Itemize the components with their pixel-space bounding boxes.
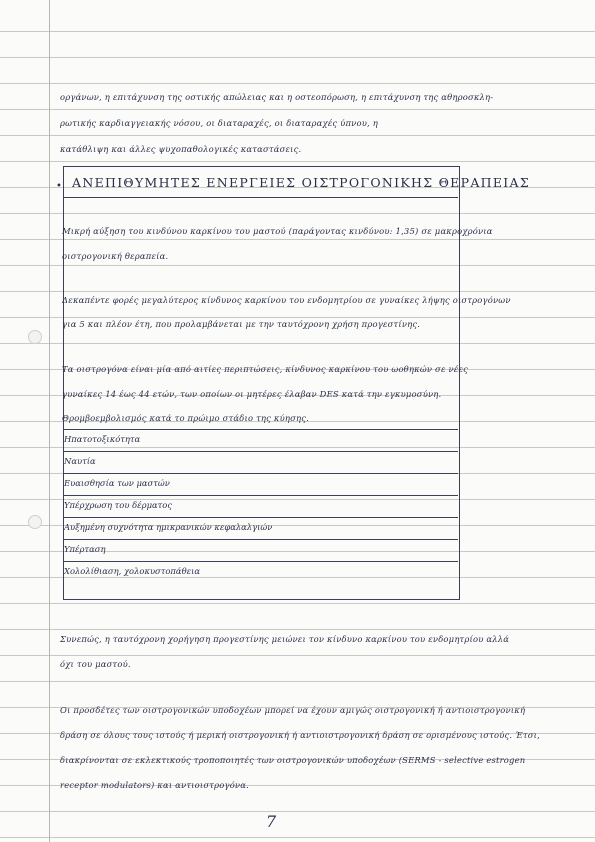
table-divider <box>63 517 458 518</box>
table-divider <box>63 561 458 562</box>
bullet-marker: • <box>56 181 62 192</box>
table-divider <box>63 495 458 496</box>
table-divider <box>63 429 458 430</box>
page-number: 7 <box>266 812 277 831</box>
table-row: Ηπατοτοξικότητα <box>64 434 141 444</box>
paragraph-line: οιστρογονική θεραπεία. <box>62 251 169 261</box>
paragraph-line: Δεκαπέντε φορές μεγαλύτερος κίνδυνος καρκίνου του ενδομητρίου σε γυναίκες λήψης οιστρογόνων <box>62 295 511 305</box>
table-row: Αυξημένη συχνότητα ημικρανικών κεφαλαλγιών <box>64 522 273 532</box>
box-title-divider <box>63 197 458 198</box>
table-row: Χολολίθιαση, χολοκυστοπάθεια <box>64 566 201 576</box>
margin-line <box>49 0 50 842</box>
intro-line: ρωτικής καρδιαγγειακής νόσου, οι διαταραχές, οι διαταραχές ύπνου, η <box>60 118 378 128</box>
punch-hole <box>28 330 42 344</box>
intro-line: κατάθλιψη και άλλες ψυχοπαθολογικές καταστάσεις. <box>60 144 302 154</box>
box-title: ΑΝΕΠΙΘΥΜΗΤΕΣ ΕΝΕΡΓΕΙΕΣ ΟΙΣΤΡΟΓΟΝΙΚΗΣ ΘΕΡΑΠΕΙΑΣ <box>72 175 530 190</box>
serms-line: receptor modulators) και αντιοιστρογόνα. <box>60 780 249 790</box>
table-divider <box>63 473 458 474</box>
table-row: Υπέρχρωση του δέρματος <box>64 500 173 510</box>
conclusion-line: όχι του μαστού. <box>60 659 131 669</box>
paragraph-line: γυναίκες 14 έως 44 ετών, των οποίων οι μητέρες έλαβαν DES κατά την εγκυμοσύνη. <box>62 389 442 399</box>
paragraph-line: Τα οιστρογόνα είναι μία από αιτίες περιπτώσεις, κίνδυνος καρκίνου του ωοθηκών σε νέες <box>62 364 469 374</box>
serms-line: διακρίνονται σε εκλεκτικούς τροποποιητές των οιστρογονικών υποδοχέων (SERMS - selective estrogen <box>60 755 526 765</box>
table-divider <box>63 539 458 540</box>
paragraph-line: Θρομβοεμβολισμός κατά το πρώιμο στάδιο της κύησης. <box>62 413 309 423</box>
serms-line: δράση σε όλους τους ιστούς ή μερική οιστρογονική ή αντιοιστρογονική δράση σε ορισμένους ιστούς. Έτσι, <box>60 730 540 740</box>
intro-line: οργάνων, η επιτάχυνση της οστικής απώλειας και η οστεοπόρωση, η επιτάχυνση της αθηροσκλη- <box>60 92 494 102</box>
paragraph-line: Μικρή αύξηση του κινδύνου καρκίνου του μαστού (παράγοντας κινδύνου: 1,35) σε μακροχρόνια <box>62 226 493 236</box>
conclusion-line: Συνεπώς, η ταυτόχρονη χορήγηση προγεστίνης μειώνει τον κίνδυνο καρκίνου του ενδομητρίου αλλά <box>60 634 510 644</box>
paragraph-line: για 5 και πλέον έτη, που προλαμβάνεται με την ταυτόχρονη χρήση προγεστίνης. <box>62 319 421 329</box>
serms-line: Οι προσδέτες των οιστρογονικών υποδοχέων μπορεί να έχουν αμιγώς οιστρογονική ή αντιοιστρογονική <box>60 705 526 715</box>
table-divider <box>63 451 458 452</box>
table-row: Ναυτία <box>64 456 96 466</box>
punch-hole <box>28 515 42 529</box>
table-row: Ευαισθησία των μαστών <box>64 478 170 488</box>
table-row: Υπέρταση <box>64 544 106 554</box>
